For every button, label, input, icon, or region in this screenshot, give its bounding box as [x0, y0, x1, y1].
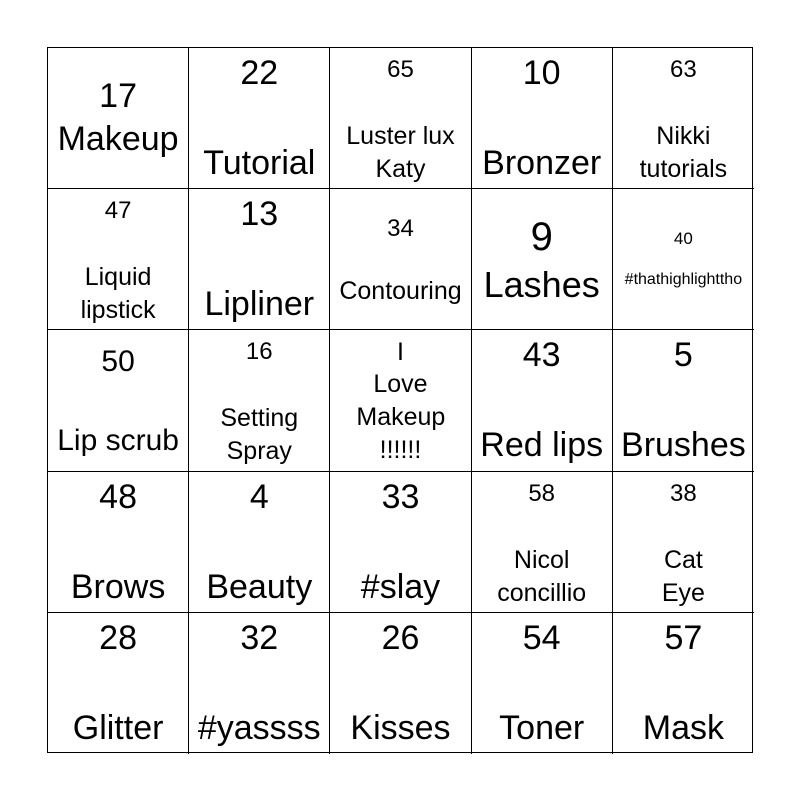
- cell-label: Tutorial: [203, 144, 316, 182]
- bingo-cell[interactable]: [472, 48, 613, 189]
- cell-label: Luster lux Katy: [346, 122, 455, 183]
- bingo-cell[interactable]: [48, 330, 189, 471]
- bingo-board: [47, 47, 753, 753]
- bingo-cell[interactable]: [613, 189, 754, 330]
- cell-number: 54: [522, 618, 561, 657]
- cell-number: I: [397, 338, 404, 367]
- cell-label: Red lips: [480, 426, 604, 465]
- bingo-cell[interactable]: [330, 189, 471, 330]
- cell-label: Glitter: [72, 708, 164, 747]
- cell-label: Kisses: [350, 708, 451, 747]
- cell-number: 50: [101, 345, 135, 379]
- cell-number: 65: [387, 56, 414, 83]
- cell-number: 10: [522, 54, 561, 92]
- cell-label: Nikki tutorials: [639, 122, 728, 183]
- cell-number: 58: [528, 479, 556, 507]
- cell-label: Lip scrub: [57, 424, 179, 458]
- cell-label: Makeup: [57, 120, 179, 158]
- cell-number: 13: [240, 195, 279, 234]
- cell-label: Cat Eye: [661, 545, 705, 607]
- bingo-cell[interactable]: [189, 613, 330, 754]
- bingo-cell[interactable]: [472, 189, 613, 330]
- cell-number: 32: [240, 618, 279, 657]
- cell-label: Bronzer: [482, 144, 602, 182]
- cell-number: 22: [240, 54, 279, 92]
- bingo-cell[interactable]: [189, 189, 330, 330]
- cell-number: 48: [99, 477, 137, 516]
- cell-number: 16: [245, 338, 273, 366]
- cell-label: Contouring: [339, 277, 462, 306]
- cell-label: #thathighlighttho: [624, 271, 743, 289]
- bingo-cell[interactable]: [189, 48, 330, 189]
- bingo-cell[interactable]: [189, 472, 330, 613]
- cell-label: Nicol concillio: [497, 545, 587, 607]
- bingo-cell[interactable]: [613, 472, 754, 613]
- cell-number: 63: [670, 56, 697, 83]
- cell-number: 38: [670, 479, 697, 507]
- bingo-cell[interactable]: [472, 472, 613, 613]
- cell-label: Setting Spray: [220, 404, 299, 466]
- cell-number: 43: [522, 336, 561, 375]
- cell-label: Lashes: [483, 264, 600, 306]
- bingo-cell[interactable]: [48, 48, 189, 189]
- cell-label: Liquid lipstick: [80, 263, 156, 325]
- bingo-cell[interactable]: [48, 189, 189, 330]
- cell-label: Brushes: [621, 426, 746, 465]
- cell-label: #slay: [360, 567, 441, 606]
- bingo-cell[interactable]: [613, 613, 754, 754]
- cell-number: 9: [530, 215, 553, 260]
- cell-number: 33: [381, 477, 420, 516]
- bingo-cell[interactable]: [189, 330, 330, 471]
- bingo-cell[interactable]: [330, 330, 471, 471]
- cell-number: 26: [381, 618, 420, 657]
- bingo-cell[interactable]: [613, 48, 754, 189]
- cell-label: Beauty: [206, 567, 313, 606]
- cell-label: Lipliner: [204, 285, 315, 324]
- cell-label: Love Makeup !!!!!!: [356, 370, 446, 465]
- bingo-cell[interactable]: [472, 613, 613, 754]
- bingo-cell[interactable]: [330, 472, 471, 613]
- cell-number: 17: [99, 77, 137, 115]
- cell-number: 34: [387, 215, 414, 243]
- cell-number: 28: [99, 618, 137, 657]
- bingo-cell[interactable]: [330, 613, 471, 754]
- cell-number: 47: [104, 197, 132, 225]
- cell-label: Toner: [499, 708, 585, 747]
- cell-label: Mask: [642, 708, 724, 747]
- bingo-cell[interactable]: [613, 330, 754, 471]
- cell-number: 57: [664, 618, 703, 657]
- cell-label: Brows: [70, 567, 166, 606]
- cell-number: 5: [673, 336, 693, 375]
- bingo-cell[interactable]: [48, 472, 189, 613]
- bingo-cell[interactable]: [330, 48, 471, 189]
- bingo-cell[interactable]: [48, 613, 189, 754]
- bingo-cell[interactable]: [472, 330, 613, 471]
- cell-number: 40: [673, 229, 693, 249]
- cell-label: #yassss: [197, 708, 321, 747]
- cell-number: 4: [249, 477, 269, 516]
